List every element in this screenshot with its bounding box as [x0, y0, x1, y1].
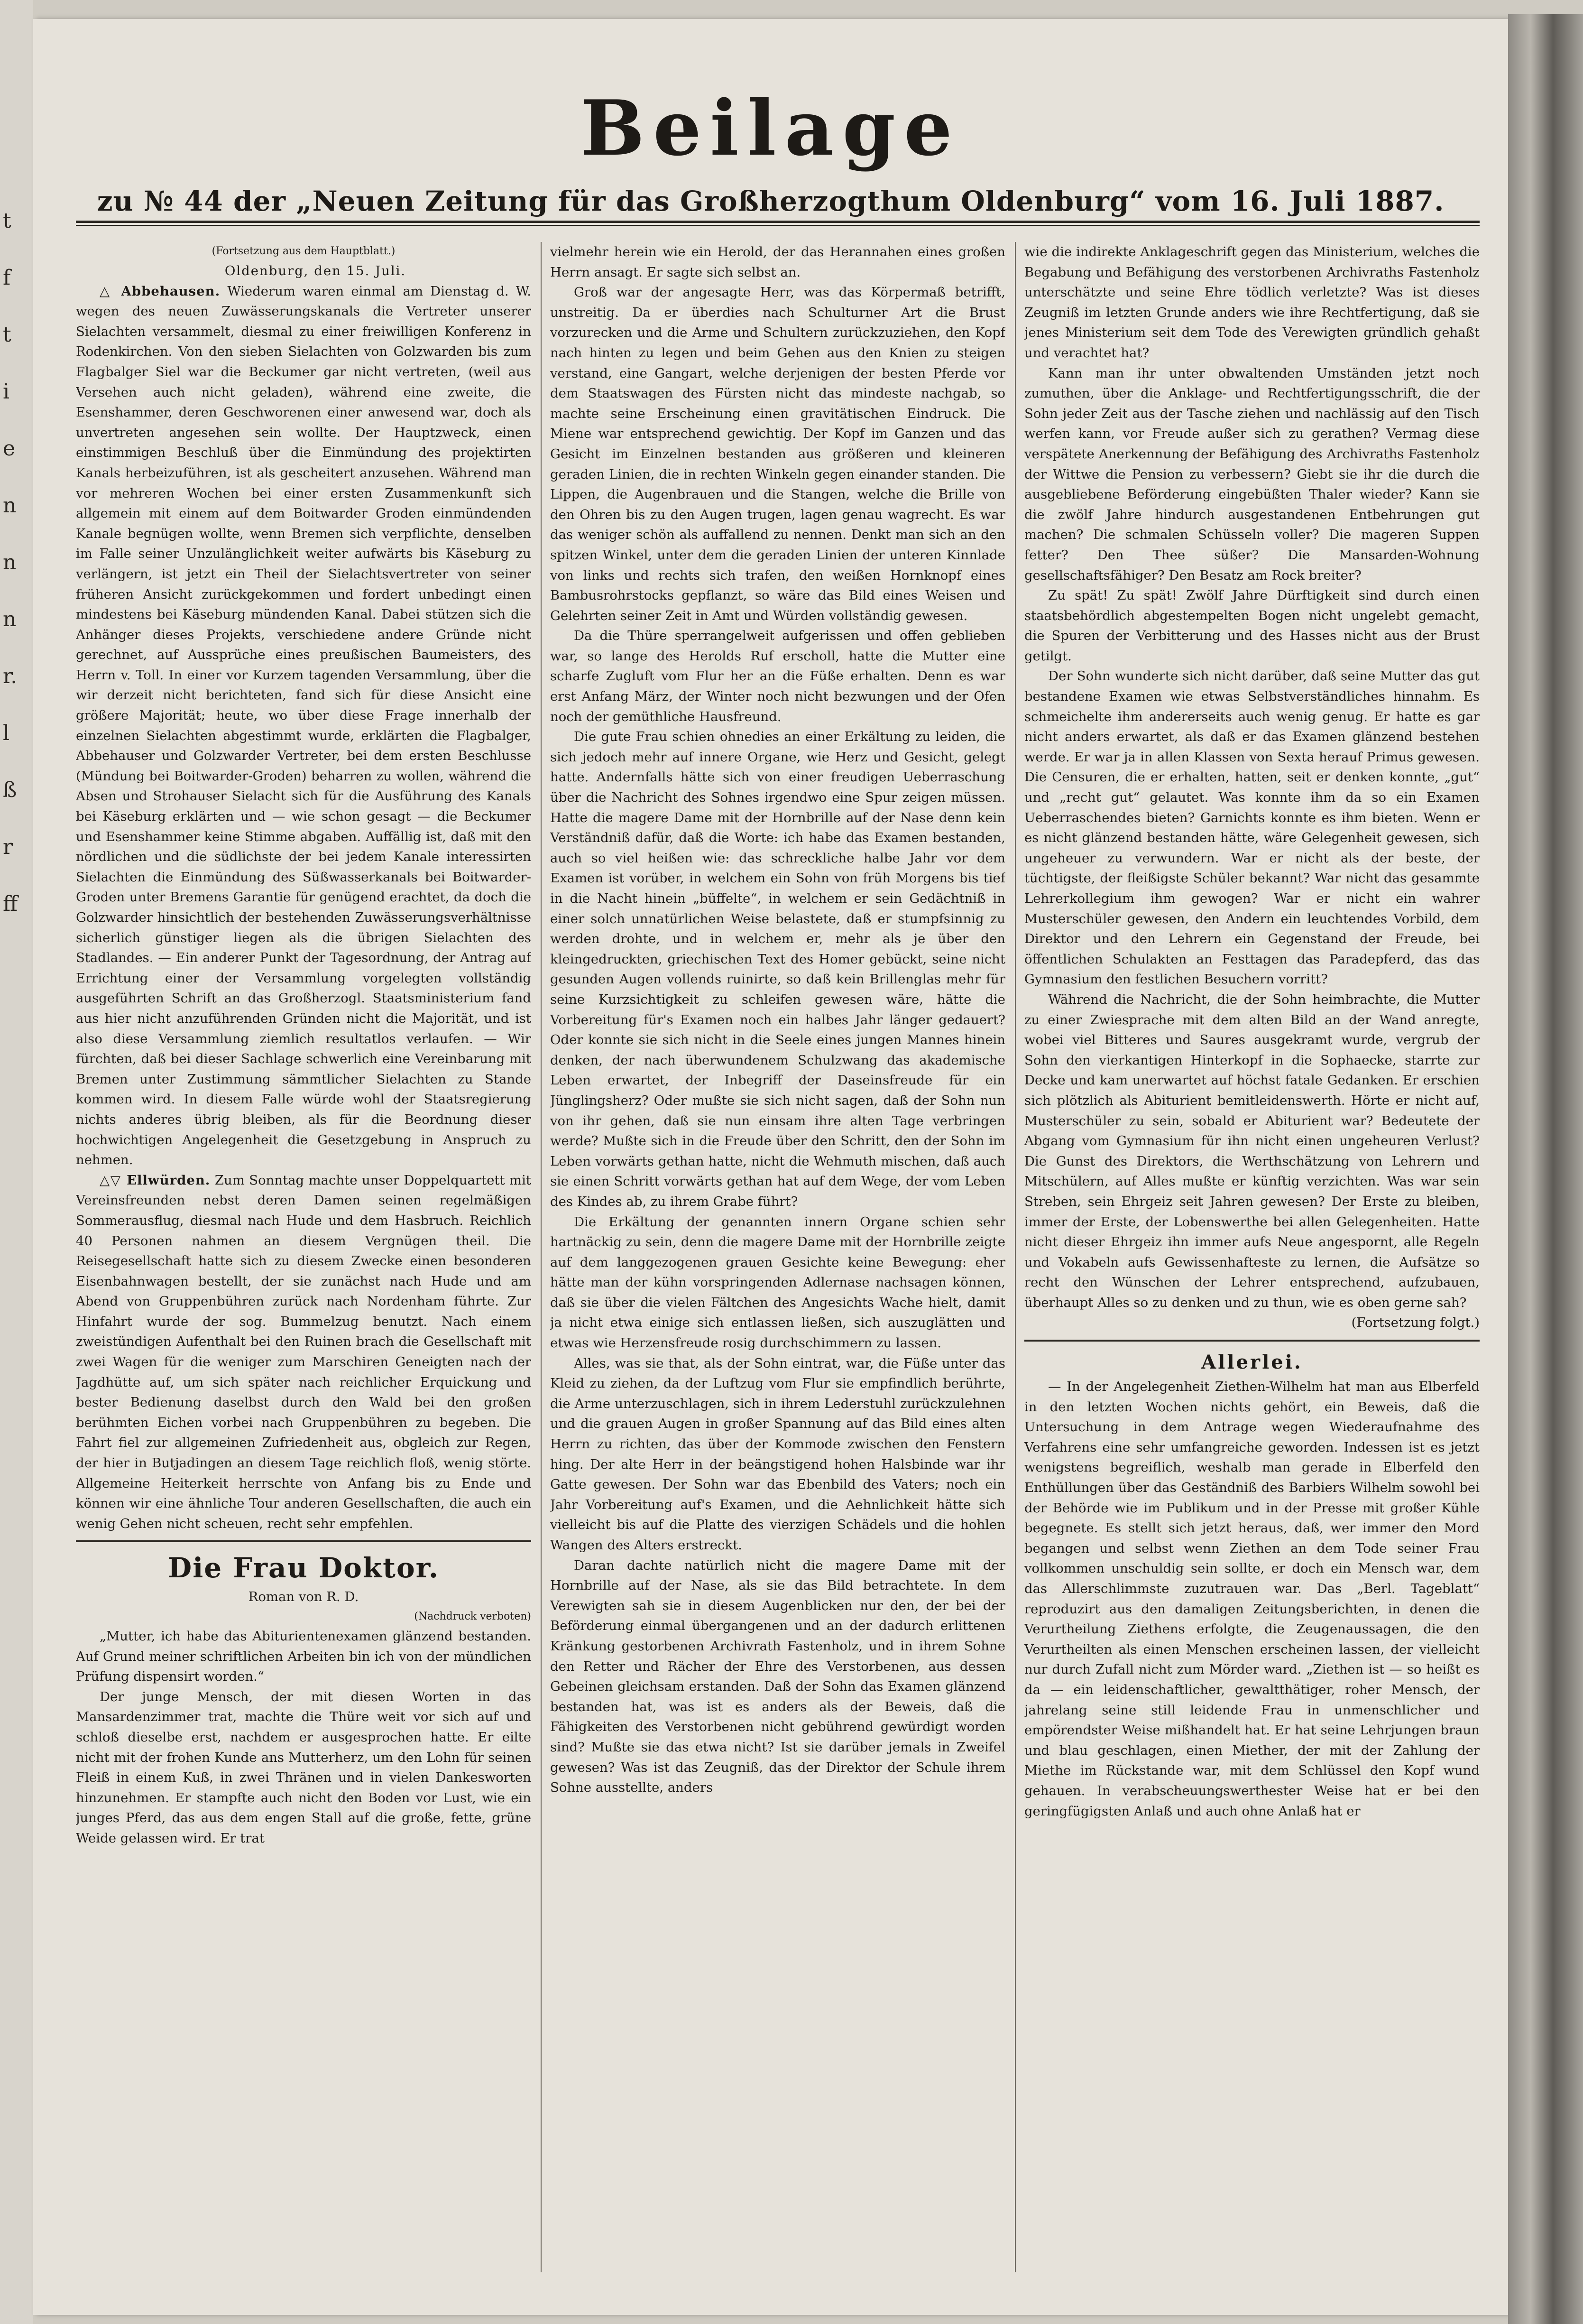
masthead-subtitle: zu № 44 der „Neuen Zeitung für das Großherzogthum Oldenburg“ vom 16. Juli 1887. [97, 185, 1445, 217]
masthead [33, 83, 1508, 217]
novel-paragraph: Die gute Frau schien ohnedies an einer Erkältung zu leiden, die sich jedoch mehr auf innere Organe, wie Herz und Gesicht, gelegt hatte. Andernfalls hätte sich von einer freudigen Ueberraschung über die Nachricht des Sohnes irgendwo eine Spur zeigen müssen. Hatte die magere Dame mit der Hornbrille auf der Nase denn kein Verständniß dafür, daß die Worte: ich habe das Examen bestanden, auch so viel heißen wie: das schreckliche halbe Jahr vor dem Examen ist vorüber, in welchem ein Sohn von früh Morgens bis tief in die Nacht hinein „büffelte“, in welchem er sein Gedächtniß in einer solch unnatürlichen Weise belastete, daß er stumpfsinnig zu werden drohte, und in welchem er, mehr als je über den kleingedruckten, griechischen Text des Homer gebückt, seine nicht gesunden Augen vollends ruinirte, so daß kein Brillenglas mehr für seine Kurzsichtigkeit zu schleifen gewesen wäre, hätte die Vorbereitung für's Examen noch ein halbes Jahr länger gedauert? Oder konnte sie sich nicht in die Seele eines jungen Mannes hinein denken, der nach überwundenem Schulzwang das akademische Leben erwartet, der Inbegriff der Daseinsfreude für ein Jünglingsherz? Oder mußte sie sich nicht sagen, daß der Sohn nun von ihr gehen, daß sie nun einsam ihre alten Tage verbringen werde? Mußte sich in die Freude über den Schritt, den der Sohn im Leben vorwärts gethan hatte, nicht die Wehmuth mischen, daß auch sie einen Schritt vorwärts gethan hat auf dem Wege, der vom Leben des Kindes ab, zu ihrem Grabe führt? [550, 729, 1005, 1209]
article-text: Zum Sonntag machte unser Doppelquartett mit Vereinsfreunden nebst deren Damen seinen regelmäßigen Sommerausflug, diesmal nach Hude und dem Hasbruch. Reichlich 40 Personen nahmen an diesem Vergnügen theil. Die Reisegesellschaft hatte sich zu diesem Zwecke einen besonderen Eisenbahnwagen bestellt, der sie zunächst nach Hude und am Abend von Gruppenbühren zurück nach Nordenham führte. Zur Hinfahrt wurde der sog. Bummelzug benutzt. Nach einem zweistündigen Aufenthalt bei den Ruinen brach die Gesellschaft mit zwei Wagen für die weniger zum Marschiren Geneigten nach der Jagdhütte auf, um sich später nach reichlicher Erquickung und bester Bedienung daselbst durch den Wald bei den großen berühmten Eichen vorbei nach Gruppenbühren zu begeben. Die Fahrt fiel zur allgemeinen Zufriedenheit aus, obgleich zur Regen, der hier in Butjadingen an diesem Tage reichlich floß, wenig störte. Allgemeine Heiterkeit herrschte von Anfang bis zu Ende und können wir eine ähnliche Tour anderen Gesellschaften, die auch ein wenig Gehen nicht scheuen, recht sehr empfehlen. [76, 1172, 531, 1531]
newspaper-page [33, 19, 1508, 2315]
novel-paragraph: Der Sohn wunderte sich nicht darüber, daß seine Mutter das gut bestandene Examen wie etwas Selbstverständliches hinnahm. Es schmeichelte ihm andererseits auch wenig genug. Er hatte es gar nicht anders erwartet, als daß er das Examen glänzend bestehen werde. Er war ja in allen Klassen von Sexta herauf Primus gewesen. Die Censuren, die er erhalten, hatten, seit er denken konnte, „gut“ und „recht gut“ gelautet. Was konnte ihm da so ein Examen Ueberraschendes bieten? Garnichts konnte es ihm bieten. Wenn er es nicht glänzend bestanden hätte, wäre Gelegenheit gewesen, sich ungeheuer zu verwundern. War er nicht als der beste, der tüchtigste, der fleißigste Schüler bekannt? War nicht das gesammte Lehrerkollegium ihm gewogen? War er nicht ein wahrer Musterschüler gewesen, den Andern ein leuchtendes Vorbild, dem Direktor und den Lehrern ein Gegenstand der Freude, bei öffentlichen Schulakten an Festtagen das Paradepferd, das das Gymnasium den festlichen Besuchern vorritt? [1024, 668, 1480, 987]
margin-char: ff [3, 892, 18, 916]
dateline: Oldenburg, den 15. Juli. [224, 263, 406, 278]
novel-paragraph: vielmehr herein wie ein Herold, der das Herannahen eines großen Herrn ansagt. Er sagte sich selbst an. [550, 244, 1005, 280]
reprint-note: (Nachdruck verboten) [414, 1611, 531, 1622]
section-rule [1024, 1340, 1480, 1342]
novel-paragraph: Daran dachte natürlich nicht die magere Dame mit der Hornbrille auf der Nase, als sie das Bild betrachtete. In dem Verewigten sah sie in diesem Augenblicken nur den, der bei der Beförderung einmal übergangenen und an der dadurch erlittenen Kränkung gestorbenen Archivrath Fastenholz, und in ihrem Sohne den Retter und Rächer der Ehre des Verstorbenen, aus dessen Gebeinen gleichsam erstanden. Daß der Sohn das Examen glänzend bestanden hat, was ist es anders als der Beweis, daß die Fähigkeiten des Verstorbenen nicht gebührend gewürdigt worden sind? Mußte sie das etwa nicht? Ist sie darüber jemals in Zweifel gewesen? Was ist das Zeugniß, das der Direktor der Schule ihrem Sohne ausstellte, anders [550, 1557, 1005, 1796]
novel-paragraph: wie die indirekte Anklageschrift gegen das Ministerium, welches die Begabung und Befähigung des verstorbenen Archivraths Fastenholz unterschätzte und seine Ehre tödlich verletzte? Was ist dieses Zeugniß im letzten Grunde anders wie ihre Rechtfertigung, daß sie jenes Ministerium seit dem Tode des Verewigten gründlich gehaßt und verachtet hat? [1024, 244, 1480, 361]
masthead-rule-thin [76, 225, 1480, 226]
novel-title: Die Frau Doktor. [167, 1552, 440, 1584]
continuation-mark: (Fortsetzung folgt.) [1351, 1315, 1480, 1331]
margin-char: e [3, 436, 16, 461]
margin-char: t [3, 323, 11, 347]
article-abbehausen [76, 281, 531, 1170]
continuation-note: (Fortsetzung aus dem Hauptblatt.) [212, 245, 396, 257]
column-separator [1015, 242, 1016, 2272]
left-margin-fragments [3, 209, 27, 949]
previous-page-edge [0, 0, 33, 2324]
novel-paragraph: Die Erkältung der genannten innern Organe schien sehr hartnäckig zu sein, denn die magere Dame mit der Hornbrille zeigte auf dem langgezogenen grauen Gesichte keine Bewegung: eher hätte man der kühn vorspringenden Adlernase nachsagen können, daß sie über die vielen Fältchen des Angesichts Wache hielt, damit ja nicht etwa einige sich entlassen ließen, sich auszuglätten und etwas wie Herzensfreude rosig durchschimmern zu lassen. [550, 1214, 1005, 1351]
margin-char: l [3, 721, 10, 745]
novel-paragraph: Kann man ihr unter obwaltenden Umständen jetzt noch zumuthen, über die Anklage- und Rechtfertigungsschrift, die der Sohn jeder Zeit aus der Tasche ziehen und nachlässig auf den Tisch werfen kann, vor Freude außer sich zu gerathen? Vermag diese verspätete Anerkennung der Befähigung des Archivraths Fastenholz der Wittwe die Pension zu verbessern? Giebt sie ihr die durch die ausgebliebene Beförderung eingebüßten Thaler wieder? Kann sie die zwölf Jahre hindurch ausgestandenen Entbehrungen gut machen? Die schmalen Schüsseln voller? Die mageren Suppen fetter? Den Thee süßer? Die Mansarden-Wohnung gesellschaftsfähiger? Den Besatz am Rock breiter? [1024, 365, 1480, 583]
novel-paragraph: Groß war der angesagte Herr, was das Körpermaß betrifft, unstreitig. Da er überdies nach Schulturner Art die Brust vorzurecken und die Arme und Schultern zurückzuziehen, den Kopf nach hinten zu legen und beim Gehen aus den Knien zu steigen verstand, eine Gangart, welche derjenigen der besten Pferde vor dem Staatswagen des Fürsten nicht das mindeste nachgab, so machte seine Erscheinung einen gravitätischen Eindruck. Die Miene war entsprechend gewichtig. Der Kopf im Ganzen und das Gesicht im Einzelnen bestanden aus größeren und kleineren geraden Linien, die in rechten Winkeln gegen einander standen. Die Lippen, die Augenbrauen und die Stangen, welche die Brille von den Ohren bis zu den Augen trugen, lagen genau wagrecht. Es war das weniger schön als auffallend zu nennen. Denkt man sich an den spitzen Winkel, unter dem die geraden Linien der unteren Kinnlade von links und rechts sich trafen, den weißen Hornknopf eines Bambusrohrstocks gepflanzt, so wäre das Bild eines Weisen und Gelehrten seiner Zeit in Amt und Würden vollständig gewesen. [550, 285, 1005, 623]
novel-paragraph: Zu spät! Zu spät! Zwölf Jahre Dürftigkeit sind durch einen staatsbehördlich abgestempelten Bogen nicht ungelebt gemacht, die Spuren der Verbitterung und des Hasses nicht aus der Brust getilgt. [1024, 588, 1480, 664]
column-2 [550, 242, 1005, 2272]
margin-char: ß [3, 778, 17, 802]
novel-byline: Roman von R. D. [248, 1589, 359, 1605]
column-3 [1024, 242, 1480, 2272]
novel-paragraph: Während die Nachricht, die der Sohn heimbrachte, die Mutter zu einer Zwiesprache mit dem alten Bild an der Wand anregte, wobei viel Bitteres und Saures ausgekramt wurde, vergrub der Sohn den vierkantigen Hinterkopf in die Sophaecke, starrte zur Decke und kam unerwartet auf höchst fatale Gedanken. Er erschien sich plötzlich als Abiturient bemitleidenswerth. Hörte er nicht auf, Musterschüler zu sein, sobald er Abiturient war? Bedeutete der Abgang vom Gymnasium für ihn nicht einen ungeheuren Verlust? Die Gunst des Direktors, die Werthschätzung von Lehrern und Mitschülern, auf Alles mußte er künftig verzichten. Was war sein Streben, sein Ehrgeiz seit Jahren gewesen? Der Erste zu bleiben, immer der Erste, der Lobenswerthe bei allen Gelegenheiten. Hatte nicht dieser Ehrgeiz ihn immer aufs Neue angespornt, alle Regeln und Vokabeln aufs Gewissenhafteste zu lernen, die Aufsätze so recht den Wünschen der Lehrer entsprechend, aufzubauen, überhaupt Alles so zu denken und zu thun, wie es oben gerne sah? [1024, 991, 1480, 1310]
novel-paragraph: Da die Thüre sperrangelweit aufgerissen und offen geblieben war, so lange des Herolds Ruf erscholl, hatte die Mutter eine scharfe Zugluft vom Flur her an die Füße erhalten. Denn es war erst Anfang März, der Winter noch nicht bezwungen und der Ofen noch der gemüthliche Hausfreund. [550, 628, 1005, 724]
section-title: Allerlei. [1201, 1351, 1303, 1374]
margin-char: f [3, 266, 11, 290]
article-ellwuerden [76, 1170, 531, 1534]
novel-paragraph: Der junge Mensch, der mit diesen Worten in das Mansardenzimmer trat, machte die Thüre weit vor sich auf und schloß dieselbe erst, nachdem er ausgesprochen hatte. Er eilte nicht mit der frohen Kunde ans Mutterherz, um den Lohn für seinen Fleiß in einem Kuß, in zwei Thränen und in vielen Dankesworten hinzunehmen. Er stampfte auch nicht den Boden vor Lust, wie ein junges Pferd, das aus dem engen Stall auf die große, fette, grüne Weide gelassen wird. Er trat [76, 1689, 531, 1846]
section-rule [76, 1540, 531, 1542]
margin-char: r [3, 835, 13, 859]
margin-char: t [3, 209, 11, 233]
columns [76, 242, 1480, 2272]
margin-char: n [3, 550, 17, 574]
novel-paragraph: Alles, was sie that, als der Sohn eintrat, war, die Füße unter das Kleid zu ziehen, da der Luftzug vom Flur sie empfindlich berührte, die Arme unterzuschlagen, sich in ihrem Lederstuhl zurückzulehnen und die grauen Augen in großer Spannung auf das Bild eines alten Herrn zu richten, das über der Kommode zwischen den Fenstern hing. Der alte Herr in der beängstigend hohen Halsbinde war ihr Gatte gewesen. Der Sohn war das Ebenbild des Vaters; noch ein Jahr Vorbereitung auf's Examen, und die Aehnlichkeit hätte sich vielleicht bis auf die Platte des vierzigen Schädels und die hohlen Wangen des Alters erstreckt. [550, 1355, 1005, 1553]
article-text: Wiederum waren einmal am Dienstag d. W. wegen des neuen Zuwässerungskanals die Vertreter unserer Sielachten versammelt, diesmal zu einer freiwilligen Konferenz in Rodenkirchen. Von den sieben Sielachten von Golzwarden bis zum Flagbalger Siel war die Beckumer gar nicht vertreten, (weil aus Versehen auch nicht geladen), während eine zweite, die Esenshammer, deren Geschworenen einer anwesend war, doch als unvertreten angesehen sein wollte. Der Hauptzweck, einen einstimmigen Beschluß über die Einmündung des projektirten Kanals herbeizuführen, ist als gescheitert anzusehen. Während man vor mehreren Wochen bei einer ersten Zusammenkunft sich allgemein mit einem auf dem Boitwarder Groden einmündenden Kanale begnügen wollte, wenn Bremen sich verpflichte, denselben im Falle seiner Unzulänglichkeit weiter aufwärts bis Käseburg zu verlängern, ist jetzt ein Theil der Sielachtsvertreter von seiner früheren Ansicht zurückgekommen und fordert unbedingt einen mindestens bei Käseburg mündenden Kanal. Dabei stützen sich die Anhänger dieses Projekts, verschiedene andere Gründe nicht gerechnet, auf Aussprüche eines preußischen Baumeisters, des Herrn v. Toll. In einer vor Kurzem tagenden Versammlung, über die wir derzeit nicht berichteten, fand sich für diese Ansicht eine größere Majorität; heute, wo über diese Frage innerhalb der einzelnen Sielachten abgestimmt wurde, erklärten die Flagbalger, Abbehauser und Golzwarder Vertreter, bei dem ersten Beschlusse (Mündung bei Boitwarder-Groden) beharren zu wollen, während die Absen und Strohauser Sielacht sich für die Ausführung des Kanals bei Käseburg erklärten und — wie schon gesagt — die Beckumer und Esenshammer keine Stimme abgaben. Auffällig ist, daß mit den nördlichen und die südlichste der bei jedem Kanale interessirten Sielachten die Einmündung des Süßwasserkanals bei Boitwarder-Groden unter Bremens Garantie für genügend erachtet, da doch die Golzwarder hinsichtlich der bestehenden Zuwässerungsverhältnisse sicherlich günstiger liegen als die übrigen Sielachten des Stadlandes. — Ein anderer Punkt der Tagesordnung, der Antrag auf Errichtung einer der Versammlung vorgelegten vollständig ausgeführten Schrift an das Großherzogl. Staatsministerium fand aus hier nicht anzuführenden Gründen nicht die Majorität, und ist also diese Versammlung ziemlich resultatlos verlaufen. — Wir fürchten, daß bei dieser Sachlage schwerlich eine Vereinbarung mit Bremen unter Zustimmung sämmtlicher Sielachten zu Stande kommen wird. In diesem Falle würde wohl der Staatsregierung nichts anderes übrig bleiben, als für die Beordnung dieser hochwichtigen Angelegenheit die Gesetzgebung in Anspruch zu nehmen. [76, 283, 531, 1168]
column-1 [76, 242, 531, 2272]
book-spine [1508, 14, 1583, 2324]
column-separator [541, 242, 542, 2272]
article-paragraph: — In der Angelegenheit Ziethen-Wilhelm hat man aus Elberfeld in den letzten Wochen nichts gehört, ein Beweis, daß die Untersuchung in dem Antrage wegen Wiederaufnahme des Verfahrens eine sehr umfangreiche geworden. Indessen ist es jetzt wenigstens begreiflich, weshalb man gerade in Elberfeld den Enthüllungen über das Geständniß des Barbiers Wilhelm sowohl bei der Behörde wie im Publikum und in der Presse mit großer Kühle begegnete. Es stellt sich jetzt heraus, daß, wer immer den Mord begangen und selbst wenn Ziethen an dem Tode seiner Frau vollkommen unschuldig sein sollte, er doch ein Mensch war, dem das Allerschlimmste zuzutrauen war. Das „Berl. Tageblatt“ reproduzirt aus den damaligen Zeitungsberichten, in denen die Verurtheilung Ziethens erfolgte, die Zeugenaussagen, die den Verurtheilten als einen Menschen erscheinen lassen, der vielleicht nur durch Zufall nicht zum Mörder ward. „Ziethen ist — so heißt es da — ein leidenschaftlicher, gewaltthätiger, roher Mensch, der jahrelang seine still leidende Frau in unmenschlicher und empörendster Weise mißhandelt hat. Er hat seine Lehrjungen braun und blau geschlagen, einen Miether, der mit der Zahlung der Miethe im Rückstande war, mit dem Schlüssel den Kopf wund gehauen. In verabscheuungswerthester Weise hat er bei den geringfügigsten Anlaß und auch ohne Anlaß hat er [1024, 1379, 1480, 1819]
margin-char: r. [3, 664, 18, 688]
masthead-rule [76, 221, 1480, 223]
margin-char: n [3, 493, 17, 518]
margin-char: i [3, 380, 10, 404]
article-place: △▽ Ellwürden. [100, 1172, 211, 1188]
novel-paragraph: „Mutter, ich habe das Abiturientenexamen glänzend bestanden. Auf Grund meiner schriftlichen Arbeiten bin ich von der mündlichen Prüfung dispensirt worden.“ [76, 1629, 531, 1685]
article-place: △ Abbehausen. [100, 283, 221, 299]
margin-char: n [3, 607, 17, 631]
masthead-title: Beilage [580, 83, 961, 173]
